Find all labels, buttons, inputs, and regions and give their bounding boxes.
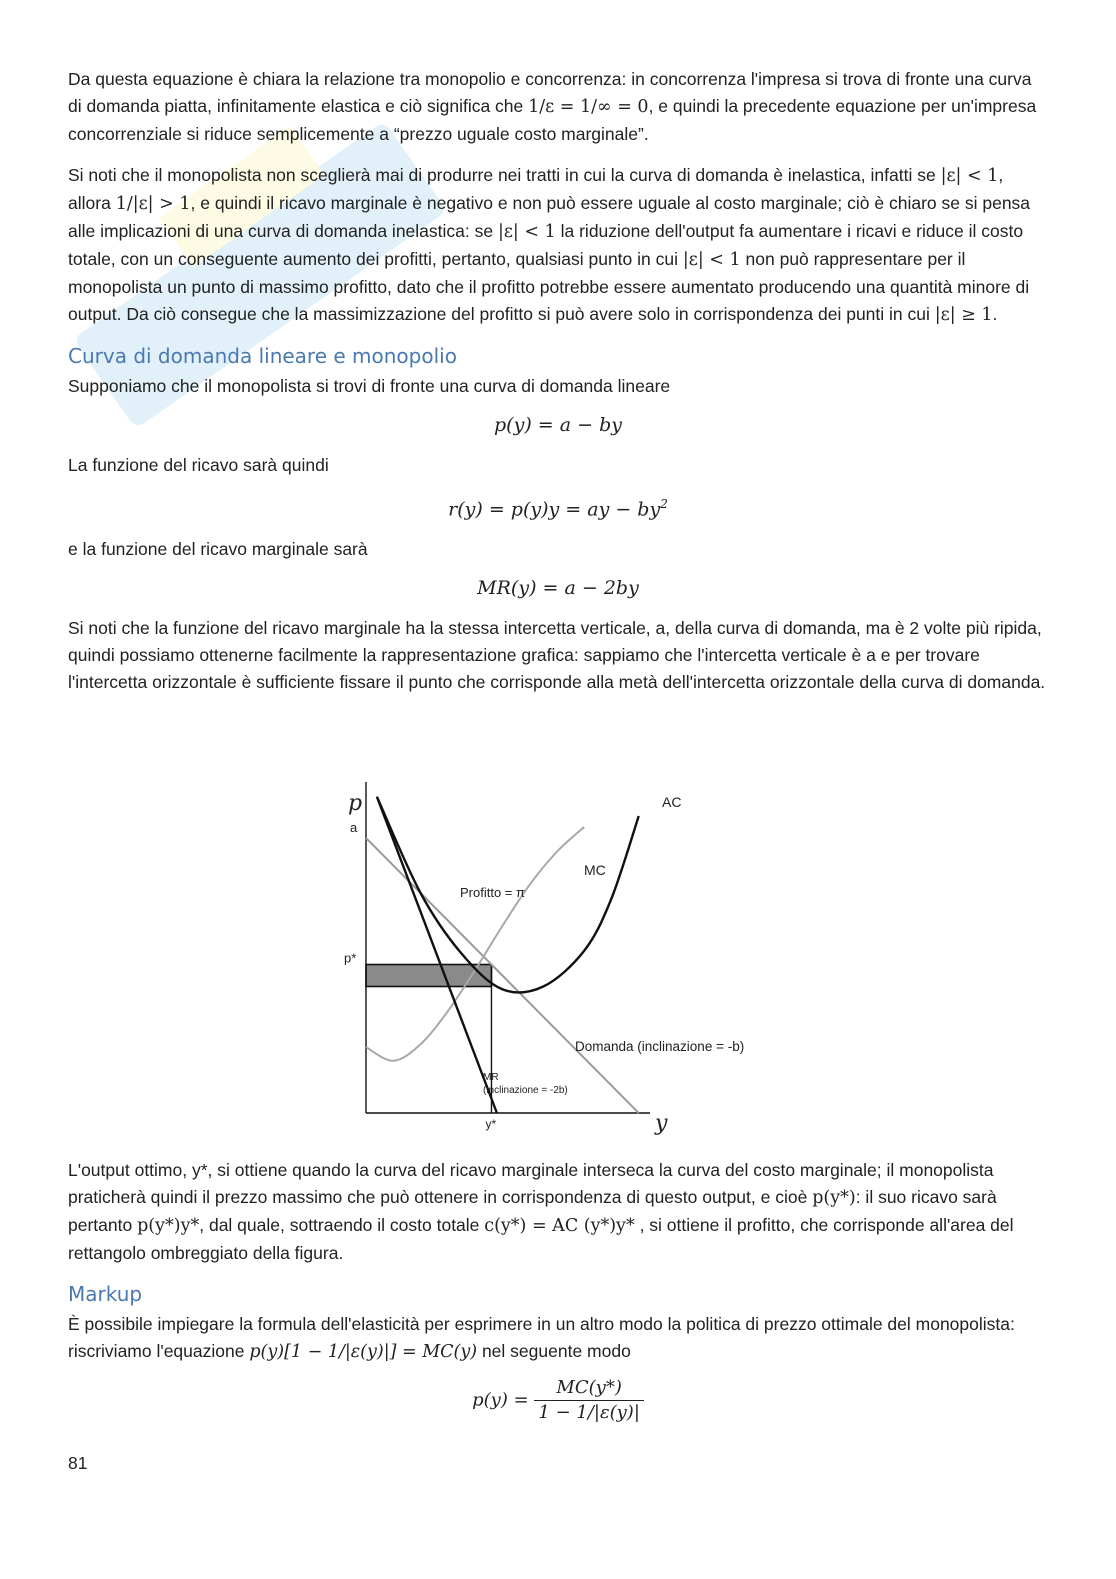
tick-label-pstar: p* — [344, 950, 357, 966]
tick-label-a: a — [350, 820, 358, 835]
paragraph-2: Si noti che il monopolista non sceglierà mai di produrre nei tratti in cui la curva di domanda è inelastica, infatti se |ε| < 1, allora 1/|ε| > 1, e quindi il ricavo marginale è negativo e non può essere uguale al costo marginale; ciò è chiaro se si pensa alle implicazioni di una curva di domanda inelastica: se |ε| < 1 la riduzione dell'output fa aumentare i ricavi e riduce il costo totale, con un conseguente aumento dei profitti, pertanto, qualsiasi punto in cui |ε| < 1 non può rappresentare per il monopolista un punto di massimo profitto, dato che il profitto potrebbe essere aumentato producendo una quantità minore di output. Da ciò consegue che la massimizzazione del profitto si può avere solo in corrispondenza dei punti in cui |ε| ≥ 1. — [68, 165, 1031, 325]
axis-label-y: y — [655, 1111, 668, 1136]
section-heading-markup: Markup — [68, 1282, 143, 1306]
equation-demand: p(y) = a − by — [494, 414, 622, 436]
mr-slope-label: (inclinazione = -2b) — [483, 1085, 568, 1096]
equation-markup: p(y) = $\frac{MC(y*)}{1 - 1/|\varepsilon(y)|}$ — [68, 1376, 1048, 1425]
main-content — [68, 66, 1048, 710]
math-inline: 1/ε = 1/∞ = 0 — [528, 97, 649, 117]
paragraph-1: Da questa equazione è chiara la relazione tra monopolio e concorrenza: in concorrenza l'impresa si trova di fronte una curva di domanda piatta, infinitamente elastica e ciò significa che 1/ε = 1/∞ = 0, e quindi la precedente equazione per un'impresa concorrenziale si riduce semplicemente a “prezzo uguale costo marginale”. — [68, 69, 1037, 144]
paragraph-4: La funzione del ricavo sarà quindi — [68, 455, 329, 475]
mr-label: MR — [483, 1072, 499, 1083]
paragraph-3: Supponiamo che il monopolista si trovi di fronte una curva di domanda lineare — [68, 376, 671, 396]
chart-svg — [330, 770, 790, 1145]
axis-label-p: p — [348, 791, 363, 816]
paragraph-8: È possibile impiegare la formula dell'elasticità per esprimere in un altro modo la politica di prezzo ottimale del monopolista: riscriviamo l'equazione p(y)[1 − 1/|ε(y)|] = MC(y) nel seguente modo — [68, 1314, 1015, 1362]
demand-label: Domanda (inclinazione = -b) — [575, 1039, 745, 1054]
mc-label: MC — [584, 862, 606, 878]
paragraph-5: e la funzione del ricavo marginale sarà — [68, 539, 368, 560]
ac-label: AC — [662, 794, 682, 810]
equation-marginal-revenue: MR(y) = a − 2by — [477, 577, 639, 600]
equation-revenue: r(y) = p(y)y = ay − $by^2$ — [448, 497, 668, 521]
monopoly-chart — [330, 770, 790, 1145]
section-heading-linear-demand: Curva di domanda lineare e monopolio — [68, 344, 457, 368]
mr-curve — [377, 797, 497, 1113]
paragraph-7: L'output ottimo, y*, si ottiene quando la curva del ricavo marginale interseca la curva del costo marginale; il monopolista praticherà quindi il prezzo massimo che può ottenere in corrispondenza di questo output, e cioè p(y*): il suo ricavo sarà pertanto p(y*)y*, dal quale, sottraendo il costo totale c(y*) = AC (y*)y* , si ottiene il profitto, che corrisponde all'area del rettangolo ombreggiato della figura. — [68, 1160, 1014, 1263]
profit-label: Profitto = π — [460, 885, 525, 900]
paragraph-6: Si noti che la funzione del ricavo marginale ha la stessa intercetta verticale, a, della curva di domanda, ma è 2 volte più ripida, quindi possiamo ottenerne facilmente la rappresentazione grafica: sappiamo che l'intercetta verticale è a e per trovare l'intercetta orizzontale è sufficiente fissare il punto che corrisponde alla metà dell'intercetta orizzontale della curva di domanda. — [68, 618, 1046, 693]
lower-content — [68, 1157, 1048, 1437]
page-number: 81 — [68, 1453, 88, 1473]
tick-label-ystar: y* — [485, 1117, 497, 1131]
